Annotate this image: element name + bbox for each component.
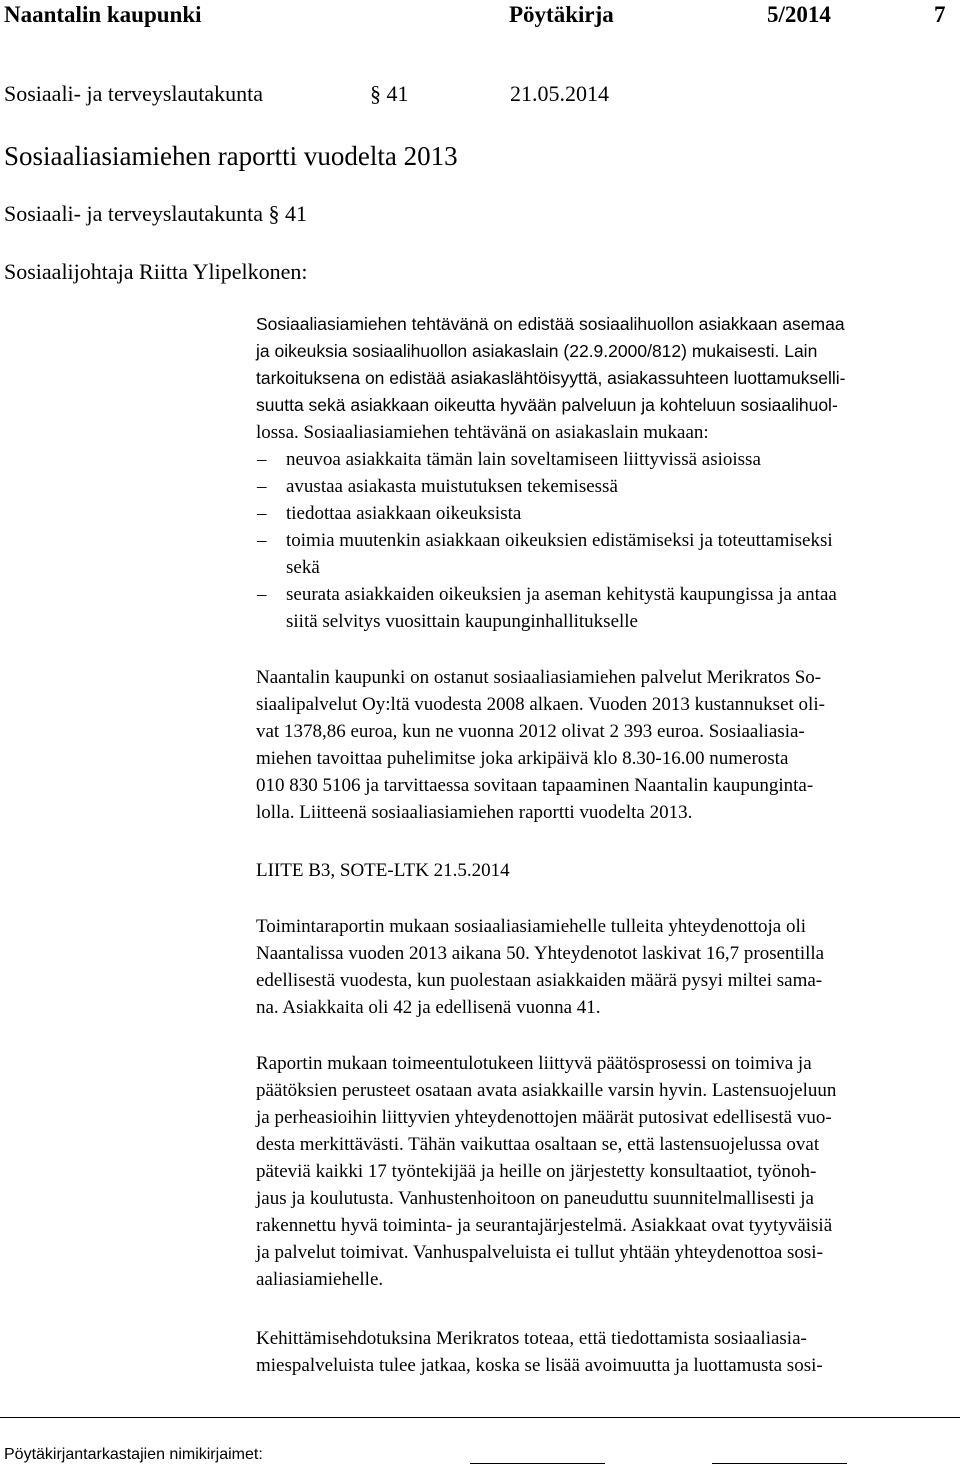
intro-line: ja oikeuksia sosiaalihuollon asiakaslain (22.9.2000/812) mukaisesti. Lain <box>256 341 818 361</box>
list-item <box>256 581 960 635</box>
findings-line: ja palvelut toimivat. Vanhuspalveluista ei tullut yhtään yhteydenottoa sosi- <box>256 1242 823 1263</box>
attachment-line: LIITE B3, SOTE-LTK 21.5.2014 <box>256 860 510 881</box>
dash-marker: – <box>257 584 267 605</box>
list-item <box>256 473 960 500</box>
intro-line: Sosiaaliasiamiehen tehtävänä on edistää sosiaalihuollon asiakkaan asemaa <box>256 314 845 334</box>
findings-line: aaliasiamiehelle. <box>256 1269 384 1290</box>
purchase-line: 010 830 5106 ja tarvittaessa sovitaan tapaaminen Naantalin kaupunginta- <box>256 775 814 796</box>
report-line: edellisestä vuodesta, kun puolestaan asiakkaiden määrä pysyi miltei sama- <box>256 970 823 991</box>
meeting-section: § 41 <box>370 81 409 106</box>
list-item <box>256 527 960 581</box>
duty-text: tiedottaa asiakkaan oikeuksista <box>286 503 522 524</box>
dash-marker: – <box>257 449 267 470</box>
duty-text: neuvoa asiakkaita tämän lain soveltamiseen liittyvissä asioissa <box>286 449 761 470</box>
purchase-line: vat 1378,86 euroa, kun ne vuonna 2012 olivat 2 393 euroa. Sosiaaliasia- <box>256 721 805 742</box>
findings-line: jaus ja koulutusta. Vanhustenhoitoon on paneuduttu suunnitelmallisesti ja <box>256 1188 814 1209</box>
dash-marker: – <box>257 530 267 551</box>
findings-line: ja perheasioihin liittyvien yhteydenottojen määrät putosivat edellisestä vuo- <box>256 1107 832 1128</box>
presenter-line: Sosiaalijohtaja Riitta Ylipelkonen: <box>4 259 308 284</box>
signature-label: Pöytäkirjantarkastajien nimikirjaimet: <box>4 1446 263 1463</box>
list-item <box>256 446 960 473</box>
header-page-number: 7 <box>934 2 946 27</box>
findings-line: rakennettu hyvä toiminta- ja seurantajärjestelmä. Asiakkaat ovat tyytyväisiä <box>256 1215 833 1236</box>
intro-line: lossa. Sosiaaliasiamiehen tehtävänä on asiakaslain mukaan: <box>256 422 709 443</box>
dash-marker: – <box>257 503 267 524</box>
purchase-line: miehen tavoittaa puhelimitse joka arkipäivä klo 8.30-16.00 numerosta <box>256 748 789 769</box>
intro-line: tarkoituksena on edistää asiakaslähtöisyyttä, asiakassuhteen luottamukselli- <box>256 368 846 388</box>
report-paragraph <box>256 913 956 1021</box>
reference-line: Sosiaali- ja terveyslautakunta § 41 <box>4 201 308 226</box>
purchase-paragraph <box>256 664 956 826</box>
dash-marker: – <box>257 476 267 497</box>
development-line: miespalveluista tulee jatkaa, koska se lisää avoimuutta ja luottamusta sosi- <box>256 1355 823 1376</box>
purchase-line: lolla. Liitteenä sosiaaliasiamiehen raportti vuodelta 2013. <box>256 802 693 823</box>
duty-text: siitä selvitys vuosittain kaupunginhallitukselle <box>286 611 638 632</box>
duties-list <box>256 446 960 635</box>
meeting-date: 21.05.2014 <box>510 81 609 106</box>
attachment-reference <box>256 857 956 884</box>
duty-text: avustaa asiakasta muistutuksen tekemisessä <box>286 476 618 497</box>
development-line: Kehittämisehdotuksina Merikratos toteaa, että tiedottamista sosiaaliasia- <box>256 1328 807 1349</box>
footer-divider <box>0 1417 960 1418</box>
item-title: Sosiaaliasiamiehen raportti vuodelta 2013 <box>4 141 458 171</box>
intro-paragraph <box>256 311 956 446</box>
report-line: Toimintaraportin mukaan sosiaaliasiamiehelle tulleita yhteydenottoja oli <box>256 916 807 937</box>
findings-line: päätöksien perusteet osataan avata asiakkaille varsin hyvin. Lastensuojeluun <box>256 1080 837 1101</box>
list-item <box>256 500 960 527</box>
header-organization: Naantalin kaupunki <box>4 2 202 27</box>
meeting-body: Sosiaali- ja terveyslautakunta <box>4 81 264 106</box>
duty-text: seurata asiakkaiden oikeuksien ja aseman kehitystä kaupungissa ja antaa <box>286 584 837 605</box>
duty-text: toimia muutenkin asiakkaan oikeuksien edistämiseksi ja toteuttamiseksi <box>286 530 833 551</box>
findings-line: päteviä kaikki 17 työntekijää ja heille on järjestetty konsultaatiot, työnoh- <box>256 1161 817 1182</box>
header-doc-type: Pöytäkirja <box>509 2 614 27</box>
signature-line-1[interactable] <box>470 1463 605 1464</box>
header-issue: 5/2014 <box>767 2 831 27</box>
purchase-line: Naantalin kaupunki on ostanut sosiaaliasiamiehen palvelut Merikratos So- <box>256 667 822 688</box>
report-line: Naantalissa vuoden 2013 aikana 50. Yhteydenotot laskivat 16,7 prosentilla <box>256 943 825 964</box>
findings-line: desta merkittävästi. Tähän vaikuttaa osaltaan se, että lastensuojelussa ovat <box>256 1134 820 1155</box>
duty-text: sekä <box>286 557 320 578</box>
purchase-line: siaalipalvelut Oy:ltä vuodesta 2008 alkaen. Vuoden 2013 kustannukset oli- <box>256 694 825 715</box>
signature-line-2[interactable] <box>712 1463 847 1464</box>
intro-line: suutta sekä asiakkaan oikeutta hyvään palveluun ja kohteluun sosiaalihuol- <box>256 395 838 415</box>
report-line: na. Asiakkaita oli 42 ja edellisenä vuonna 41. <box>256 997 601 1018</box>
findings-paragraph <box>256 1050 956 1293</box>
development-paragraph <box>256 1325 956 1379</box>
findings-line: Raportin mukaan toimeentulotukeen liittyvä päätösprosessi on toimiva ja <box>256 1053 812 1074</box>
